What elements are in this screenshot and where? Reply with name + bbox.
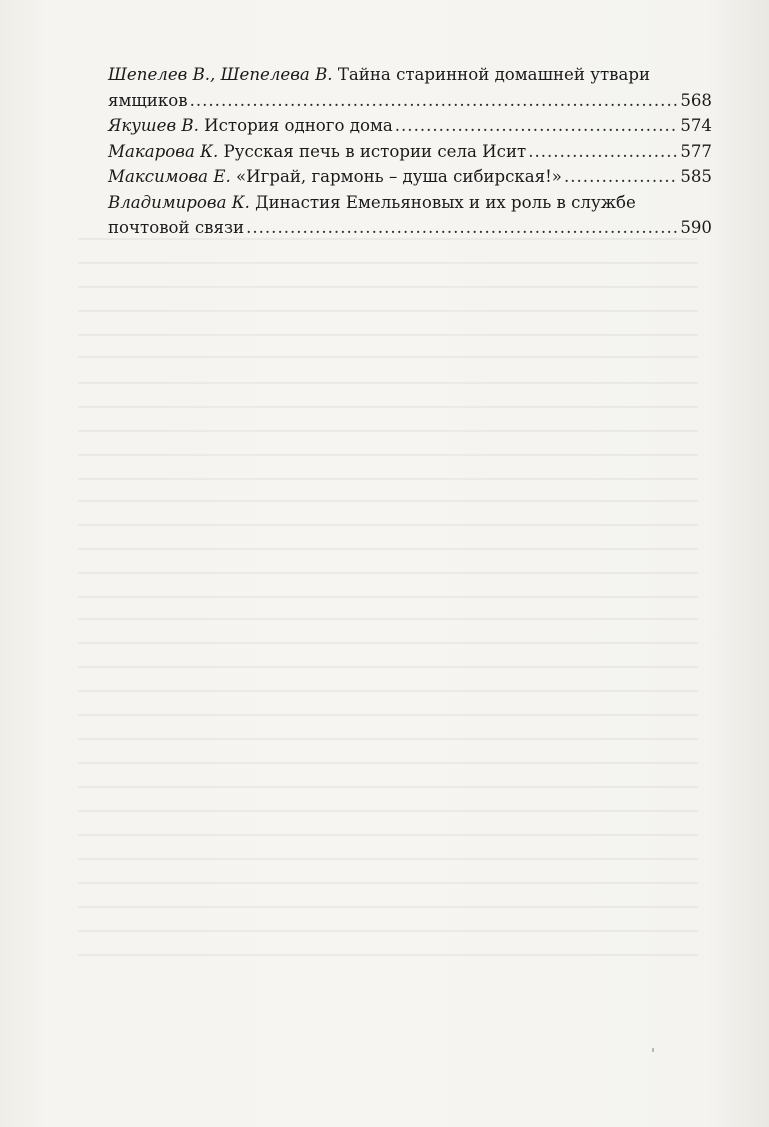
toc-entry-author: Шепелев В., Шепелева В.: [108, 65, 333, 84]
bleed-through-line: [78, 714, 698, 716]
toc-entry-title-continued: почтовой связи: [108, 218, 245, 237]
bleed-through-line: [78, 858, 698, 860]
bleed-through-line: [78, 882, 698, 884]
bleed-through-line: [78, 286, 698, 288]
bleed-through-line: [78, 356, 698, 358]
bleed-through-line: [78, 762, 698, 764]
toc-entry-author: Якушев В.: [108, 116, 199, 135]
toc-entry-page: 590: [680, 218, 712, 237]
toc-entry-title: «Играй, гармонь – душа сибирская!»: [230, 167, 562, 186]
bleed-through-line: [78, 906, 698, 908]
toc-entry-leader-line: [108, 139, 712, 165]
toc-entry-title: История одного дома: [198, 116, 393, 135]
dot-leader: [246, 215, 678, 241]
toc-entry-title: Тайна старинной домашней утвари: [332, 65, 651, 84]
toc-entry-title-continued: ямщиков: [108, 90, 188, 110]
dot-leader: [395, 113, 679, 139]
dot-leader: [190, 88, 679, 114]
paper-speck: [652, 1048, 654, 1052]
bleed-through-line: [78, 310, 698, 312]
toc-entry[interactable]: [108, 113, 712, 139]
toc-entry-text: [108, 164, 562, 190]
toc-entry-author: Максимова Е.: [108, 167, 231, 186]
bleed-through-line: [78, 262, 698, 264]
toc-entry-page: 568: [680, 90, 712, 110]
toc-entry-leader-line: [108, 113, 712, 139]
toc-entry-page: 585: [680, 167, 712, 186]
toc-entry-leader-line: [108, 164, 712, 190]
toc-entry[interactable]: [108, 62, 712, 113]
toc-entry-author: Владимирова К.: [108, 192, 250, 212]
dot-leader: [564, 164, 678, 190]
bleed-through-line: [78, 524, 698, 526]
bleed-through-line: [78, 810, 698, 812]
bleed-through-line: [78, 572, 698, 574]
bleed-through-line: [78, 954, 698, 956]
bleed-through-line: [78, 834, 698, 836]
bleed-through-line: [78, 478, 698, 480]
toc-entry-text: [108, 139, 526, 165]
bleed-through-line: [78, 690, 698, 692]
bleed-through-line: [78, 786, 698, 788]
toc-entry-first-line: [108, 62, 712, 88]
toc-entry-author: Макарова К.: [108, 141, 219, 161]
bleed-through-line: [78, 642, 698, 644]
bleed-through-line: [78, 382, 698, 384]
dot-leader: [528, 139, 678, 165]
toc-entry-text: [108, 113, 393, 139]
bleed-through-line: [78, 406, 698, 408]
bleed-through-line: [78, 930, 698, 932]
bleed-through-line: [78, 548, 698, 550]
bleed-through-line: [78, 666, 698, 668]
bleed-through-line: [78, 500, 698, 502]
bleed-through-line: [78, 738, 698, 740]
bleed-through-line: [78, 454, 698, 456]
toc-entry-leader-line: [108, 215, 712, 241]
bleed-through-line: [78, 596, 698, 598]
toc-entry-leader-line: [108, 88, 712, 114]
bleed-through-line: [78, 334, 698, 336]
toc-entry-title: Династия Емельяновых и их роль в службе: [249, 192, 636, 212]
table-of-contents: [108, 62, 712, 241]
bleed-through-line: [78, 618, 698, 620]
toc-entry-title: Русская печь в истории села Исит: [218, 141, 527, 161]
toc-entry[interactable]: [108, 139, 712, 165]
toc-entry-page: 574: [680, 116, 712, 135]
toc-entry-page: 577: [680, 141, 712, 161]
toc-entry[interactable]: [108, 164, 712, 190]
bleed-through-line: [78, 430, 698, 432]
toc-entry[interactable]: [108, 190, 712, 241]
toc-entry-first-line: [108, 190, 712, 216]
